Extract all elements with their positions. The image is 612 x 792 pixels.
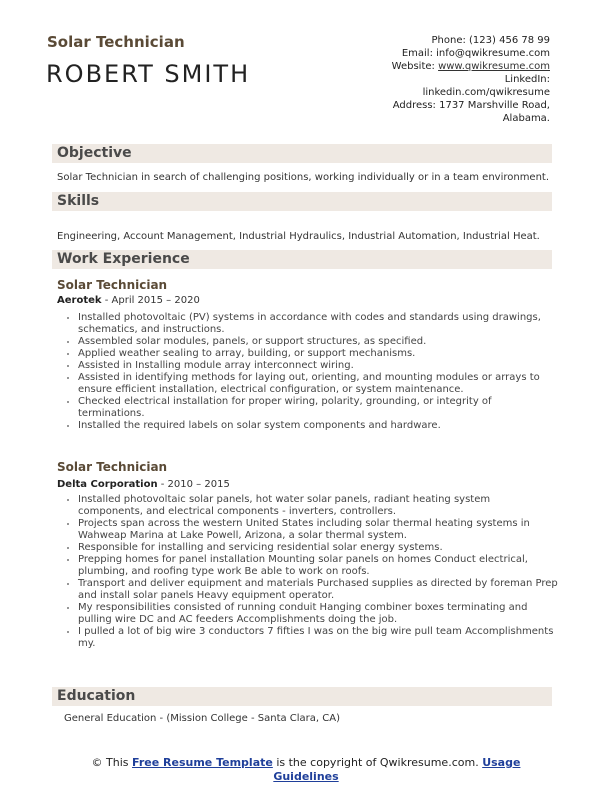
skills-text: Engineering, Account Management, Industrial Hydraulics, Industrial Automation, Industrial Heat.: [57, 231, 540, 242]
list-item: • Prepping homes for panel installation Mounting solar panels on homes Conduct electrical, plumbing, and roofing type work Be able to work on roofs.: [78, 554, 558, 578]
job-bullet-list: [62, 312, 558, 432]
section-title: Education: [57, 688, 136, 704]
list-item: • Applied weather sealing to array, building, or support mechanisms.: [78, 348, 558, 360]
usage-guidelines-link[interactable]: Usage Guidelines: [273, 756, 521, 783]
list-item: • Assisted in Installing module array interconnect wiring.: [78, 360, 558, 372]
contact-address-line1: Address: 1737 Marshville Road,: [392, 100, 550, 111]
section-title: Objective: [57, 145, 132, 161]
list-item: • I pulled a lot of big wire 3 conductors 7 fifties I was on the big wire pull team Accomplishments my.: [78, 626, 558, 650]
list-item: • Installed photovoltaic (PV) systems in accordance with codes and standards using drawings, schematics, and instructions.: [78, 312, 558, 336]
list-item: • My responsibilities consisted of running conduit Hanging combiner boxes terminating and pulling wire DC and AC feeders Accomplishments doing the job.: [78, 602, 558, 626]
skills-section-header: [52, 192, 552, 211]
job-dates: - 2010 – 2015: [157, 479, 230, 490]
job-bullet-list: [62, 494, 558, 650]
contact-address-line2: Alabama.: [502, 113, 550, 124]
list-item: • Responsible for installing and servicing residential solar energy systems.: [78, 542, 558, 554]
list-item: • Assisted in identifying methods for laying out, orienting, and mounting modules or arrays to ensure efficient installation, electrical configuration, or system maintenance.: [78, 372, 558, 396]
free-resume-template-link[interactable]: Free Resume Template: [132, 756, 273, 769]
job-role-title: Solar Technician: [47, 33, 185, 51]
company-name: Aerotek: [57, 295, 102, 306]
section-title: Work Experience: [57, 251, 190, 267]
list-item: • Transport and deliver equipment and materials Purchased supplies as directed by foreman Prep and install solar panels Heavy equipment operator.: [78, 578, 558, 602]
footer-prefix: © This: [91, 756, 133, 769]
job-meta: [57, 479, 230, 490]
list-item: • Checked electrical installation for proper wiring, polarity, grounding, or integrity of terminations.: [78, 396, 558, 420]
list-item: • Projects span across the western United States including solar thermal heating systems in Wahweap Marina at Lake Powell, Arizona, a solar thermal system.: [78, 518, 558, 542]
footer-middle: is the copyright of Qwikresume.com.: [272, 756, 483, 769]
objective-section-header: [52, 144, 552, 163]
contact-email: Email: info@qwikresume.com: [401, 48, 550, 59]
job-dates: - April 2015 – 2020: [101, 295, 200, 306]
experience-section-header: [52, 250, 552, 269]
list-item: • Assembled solar modules, panels, or support structures, as specified.: [78, 336, 558, 348]
job-title: Solar Technician: [57, 460, 168, 474]
contact-phone: Phone: (123) 456 78 99: [431, 35, 550, 46]
contact-website: [290, 60, 550, 73]
objective-text: Solar Technician in search of challenging positions, working individually or in a team environment.: [57, 172, 550, 183]
candidate-name: ROBERT SMITH: [46, 60, 251, 88]
website-label: Website:: [391, 61, 439, 72]
job-meta: [57, 295, 200, 306]
education-text: General Education - (Mission College - Santa Clara, CA): [64, 713, 341, 724]
copyright-footer: [60, 756, 552, 784]
website-link[interactable]: www.qwikresume.com: [438, 61, 550, 72]
company-name: Delta Corporation: [57, 479, 158, 490]
education-section-header: [52, 687, 552, 706]
job-title: Solar Technician: [57, 278, 168, 292]
list-item: • Installed photovoltaic solar panels, hot water solar panels, radiant heating system components, and electrical components - inverters, controllers.: [78, 494, 558, 518]
list-item: • Installed the required labels on solar system components and hardware.: [78, 420, 558, 432]
contact-linkedin-label: LinkedIn:: [504, 74, 550, 85]
contact-linkedin-value: linkedin.com/qwikresume: [422, 87, 550, 98]
section-title: Skills: [57, 193, 100, 209]
contact-block: [290, 34, 550, 125]
